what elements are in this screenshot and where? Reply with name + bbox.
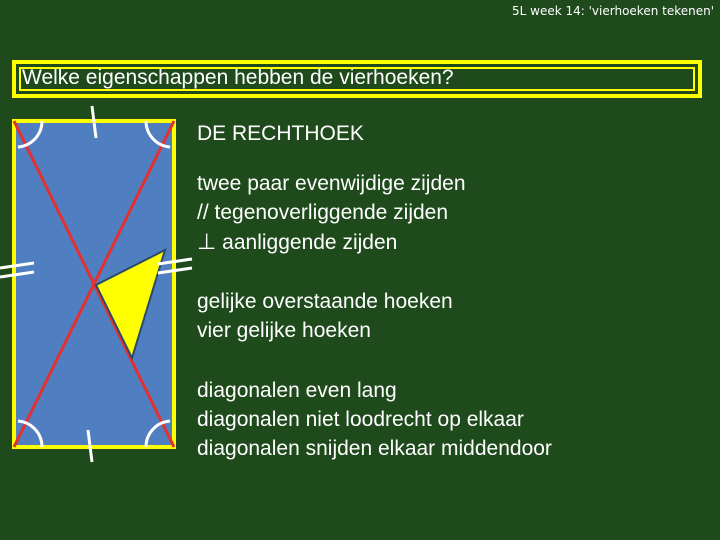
sides-block [197,169,466,257]
angles-line-2: vier gelijke hoeken [197,319,371,342]
slide-title: Welke eigenschappen hebben de vierhoeken? [22,66,454,89]
sides-line-2: // tegenoverliggende zijden [197,201,449,224]
sides-line-1: twee paar evenwijdige zijden [197,172,466,195]
property-heading-block [197,119,364,148]
perpendicular-symbol: ⊥ [197,229,217,254]
angles-block [197,287,453,345]
perp-text: aanliggende zijden [222,231,398,254]
slide-header-note: 5L week 14: 'vierhoeken tekenen' [512,4,714,18]
diagonals-line-3: diagonalen snijden elkaar middendoor [197,437,552,460]
sides-line-3 [197,227,466,257]
diagonals-block [197,376,552,463]
angles-line-1: gelijke overstaande hoeken [197,290,453,313]
diagonals-line-1: diagonalen even lang [197,379,397,402]
diagonals-line-2: diagonalen niet loodrecht op elkaar [197,408,524,431]
property-heading: DE RECHTHOEK [197,122,364,145]
